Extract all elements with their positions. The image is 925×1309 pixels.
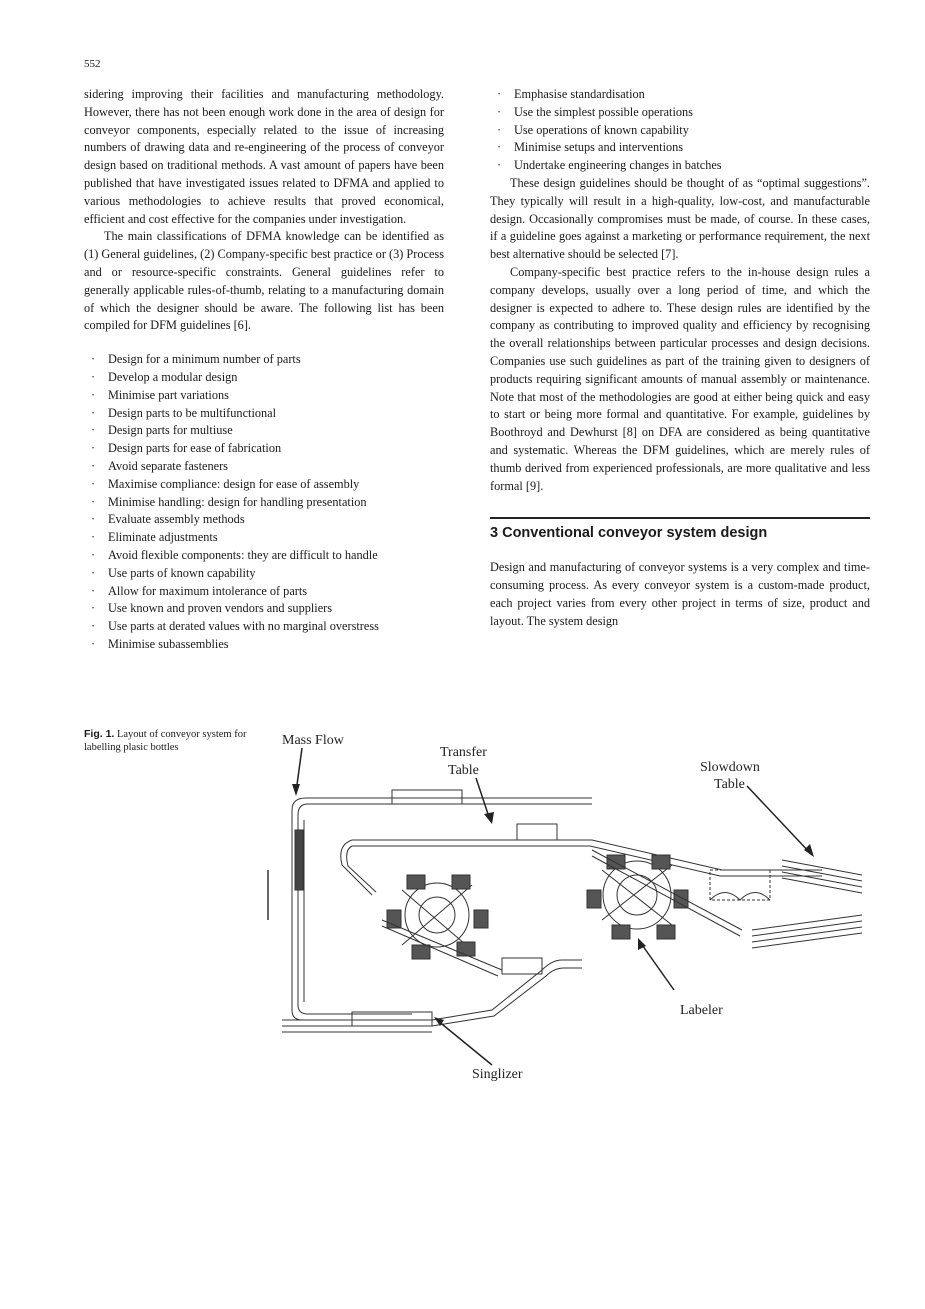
paragraph-4: Company-specific best practice refers to the in-house design rules a company develops, usually over a long period of time, and which the designer is expected to adhere to. These design rules are identified by the company as contributing to improved quality and efficiency by recognising the overall relationships between particular processes and design decisions. Companies use such guidelines as part of the training given to designers of products requiring significant amounts of manual assembly or maintenance. Note that most of the methodologies are good at either being quick and easy to start or being more formal and quantitative. For example, guidelines by Boothroyd and Dewhurst [8] on DFA are considered as being quantitative and systematic. Whereas the DFM guidelines, which are merely rules of thumb derived from experienced professionals, are more qualitative and less formal [9]. xyxy=(490,264,870,493)
list-item: · Use parts of known capability xyxy=(84,565,444,583)
list-item: · Minimise subassemblies xyxy=(84,636,444,654)
list-item: · Design parts for multiuse xyxy=(84,422,444,440)
list-item: · Evaluate assembly methods xyxy=(84,511,444,529)
list-item: · Maximise compliance: design for ease of assembly xyxy=(84,476,444,494)
conveyor-layout-drawing xyxy=(262,720,872,1090)
left-machine-cluster xyxy=(382,875,502,976)
slowdown-table xyxy=(710,860,862,948)
singlizer-conveyor xyxy=(282,958,582,1032)
paragraph-5: Design and manufacturing of conveyor systems is a very complex and time-consuming process. As every conveyor system is a custom-made product, each project varies from every other project in terms of size, product and layout. The system design xyxy=(490,560,870,628)
conveyor-layout-figure xyxy=(262,720,872,1090)
label-mass-flow: Mass Flow xyxy=(282,733,344,748)
list-item: · Use parts at derated values with no marginal overstress xyxy=(84,618,444,636)
list-item: · Use the simplest possible operations xyxy=(490,104,870,122)
label-labeler: Labeler xyxy=(680,1003,723,1018)
list-item: · Minimise setups and interventions xyxy=(490,139,870,157)
list-item: · Design parts to be multifunctional xyxy=(84,405,444,423)
right-column xyxy=(490,86,870,630)
list-item: · Use known and proven vendors and suppliers xyxy=(84,600,444,618)
list-item: · Avoid separate fasteners xyxy=(84,458,444,476)
list-item: · Eliminate adjustments xyxy=(84,529,444,547)
dfm-guidelines-list-continued xyxy=(490,86,870,175)
right-machine-cluster xyxy=(587,850,742,939)
list-item: · Avoid flexible components: they are difficult to handle xyxy=(84,547,444,565)
figure-caption xyxy=(84,728,254,754)
paragraph-3: These design guidelines should be thought of as “optimal suggestions”. They typically will result in a high-quality, low-cost, and manufacturable design. Occasionally compromises must be made, of course. In these cases, if a guideline goes against a marketing or performance requirement, the next best alternative should be selected [7]. xyxy=(490,175,870,262)
label-transfer: Transfer xyxy=(440,745,487,760)
label-slowdown: Slowdown xyxy=(700,760,760,775)
label-slowdown-table: Table xyxy=(714,777,745,792)
list-item: · Minimise handling: design for handling presentation xyxy=(84,494,444,512)
paragraph-2: The main classifications of DFMA knowledge can be identified as (1) General guidelines, (2) Company-specific best practice or (3) Process and or resource-specific constraints. General guidelines refer to generally applicable rules-of-thumb, relating to a manufacturing domain of which the designer should be aware. The following list has been compiled for DFM guidelines [6]. xyxy=(84,229,444,333)
figure-caption-text: Layout of conveyor system for labelling plasic bottles xyxy=(84,729,247,753)
page-number: 552 xyxy=(84,58,101,70)
label-transfer-table: Table xyxy=(448,763,479,778)
section-heading: 3 Conventional conveyor system design xyxy=(490,525,768,542)
list-item: · Use operations of known capability xyxy=(490,122,870,140)
section-rule xyxy=(490,517,870,519)
list-item: · Emphasise standardisation xyxy=(490,86,870,104)
top-conveyor xyxy=(306,790,822,895)
label-singlizer: Singlizer xyxy=(472,1067,523,1082)
dfm-guidelines-list xyxy=(84,351,444,654)
list-item: · Design for a minimum number of parts xyxy=(84,351,444,369)
figure-caption-label: Fig. 1. xyxy=(84,728,115,740)
list-item: · Design parts for ease of fabrication xyxy=(84,440,444,458)
list-item: · Undertake engineering changes in batches xyxy=(490,157,870,175)
paragraph-1: sidering improving their facilities and manufacturing methodology. However, there has not been enough work done in the area of design for conveyor components, especially related to the issue of increasing numbers of drawing data and re-engineering of the process of conveyor design based on traditional methods. A vast amount of papers have been published that have investigated issues related to DFMA and applied to various methodologies to achieve results that proved economical, efficient and cost effective for the companies under investigation. xyxy=(84,87,444,226)
list-item: · Develop a modular design xyxy=(84,369,444,387)
list-item: · Minimise part variations xyxy=(84,387,444,405)
mass-flow-conveyor xyxy=(268,798,412,1020)
left-column xyxy=(84,86,444,654)
list-item: · Allow for maximum intolerance of parts xyxy=(84,583,444,601)
